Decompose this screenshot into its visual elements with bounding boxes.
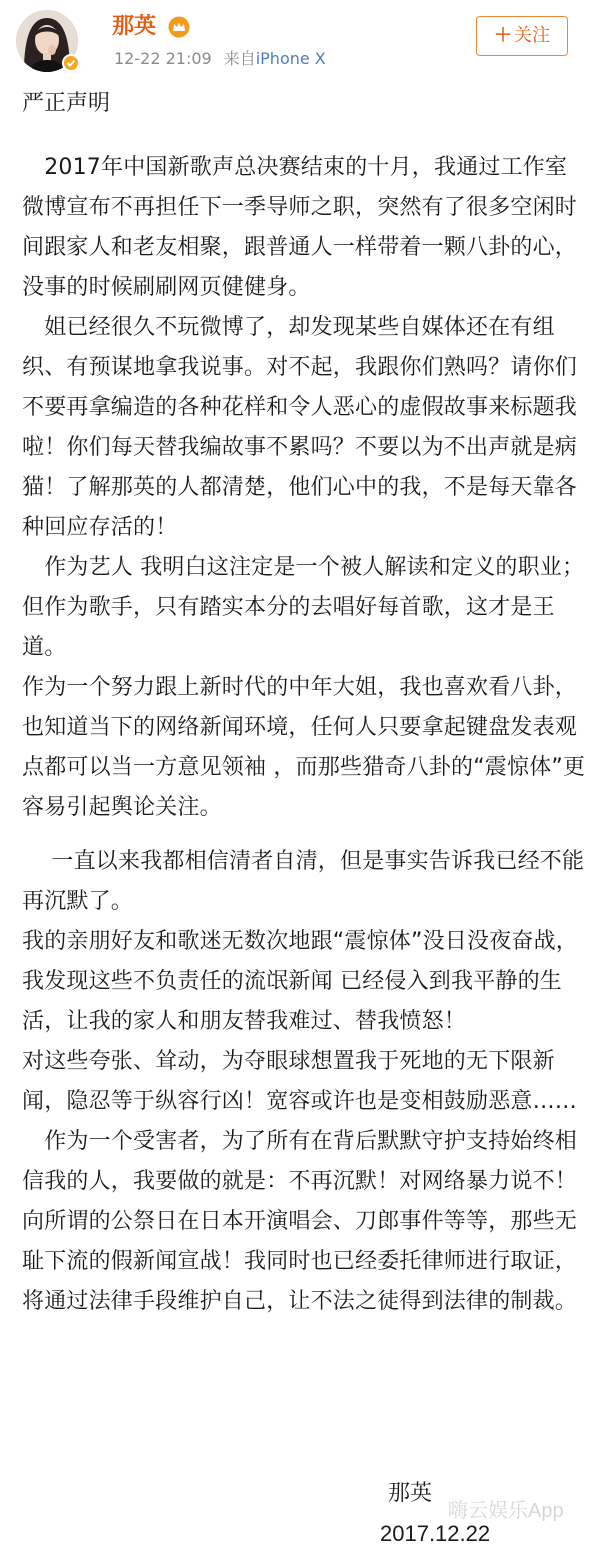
source-label: 来自 bbox=[223, 49, 256, 68]
post-header bbox=[0, 0, 600, 80]
signature-date: 2017.12.22 bbox=[380, 1521, 491, 1546]
watermark: 嗨云娱乐App bbox=[448, 1500, 564, 1522]
follow-button[interactable] bbox=[476, 16, 568, 56]
paragraph: 2017年中国新歌声总决赛结束的十月，我通过工作室微博宣布不再担任下一季导师之职，突然有了很多空闲时间跟家人和老友相聚，跟普通人一样带着一颗八卦的心，没事的时候刷刷网页健健身。 bbox=[22, 155, 578, 300]
signature-name: 那英 bbox=[388, 1481, 433, 1506]
source-device-link[interactable]: iPhone X bbox=[255, 49, 326, 68]
crown-icon bbox=[168, 16, 190, 38]
post-title: 严正声明 bbox=[22, 91, 111, 116]
post-timestamp: 12-22 21:09 bbox=[114, 49, 212, 68]
paragraph: 一直以来我都相信清者自清，但是事实告诉我已经不能再沉默了。 bbox=[22, 849, 585, 914]
paragraph: 作为一个受害者，为了所有在背后默默守护支持始终相信我的人，我要做的就是：不再沉默！对网络暴力说不！向所谓的公祭日在日本开演唱会、刀郎事件等等，那些无耻下流的假新闻宣战！我同时也已经委托律师进行取证，将通过法律手段维护自己，让不法之徒得到法律的制裁。 bbox=[22, 1129, 578, 1314]
paragraph: 作为一个努力跟上新时代的中年大姐，我也喜欢看八卦，也知道当下的网络新闻环境，任何人只要拿起键盘发表观点都可以当一方意见领袖 ，而那些猎奇八卦的“震惊体”更容易引起舆论关注。 bbox=[22, 675, 586, 820]
plus-icon: ＋ bbox=[494, 25, 512, 46]
paragraph: 作为艺人 我明白这注定是一个被人解读和定义的职业；但作为歌手，只有踏实本分的去唱好每首歌，这才是王道。 bbox=[22, 555, 585, 660]
post-meta bbox=[114, 48, 326, 70]
username[interactable]: 那英 bbox=[112, 14, 157, 39]
verified-badge-icon bbox=[62, 54, 80, 72]
paragraph: 姐已经很久不玩微博了，却发现某些自媒体还在有组织、有预谋地拿我说事。对不起，我跟你们熟吗？请你们不要再拿编造的各种花样和令人恶心的虚假故事来标题我啦！你们每天替我编故事不累吗？不要以为不出声就是病猫！了解那英的人都清楚，他们心中的我，不是每天靠各种回应存活的！ bbox=[22, 315, 578, 540]
follow-label: 关注 bbox=[514, 25, 550, 46]
statement-paragraphs bbox=[22, 148, 587, 1322]
paragraph: 对这些夸张、耸动，为夺眼球想置我于死地的无下限新闻，隐忍等于纵容行凶！宽容或许也是变相鼓励恶意…… bbox=[22, 1049, 578, 1114]
post-body bbox=[22, 84, 587, 1322]
paragraph: 我的亲朋好友和歌迷无数次地跟“震惊体”没日没夜奋战，我发现这些不负责任的流氓新闻 已经侵入到我平静的生活，让我的家人和朋友替我难过、替我愤怒！ bbox=[22, 929, 578, 1034]
